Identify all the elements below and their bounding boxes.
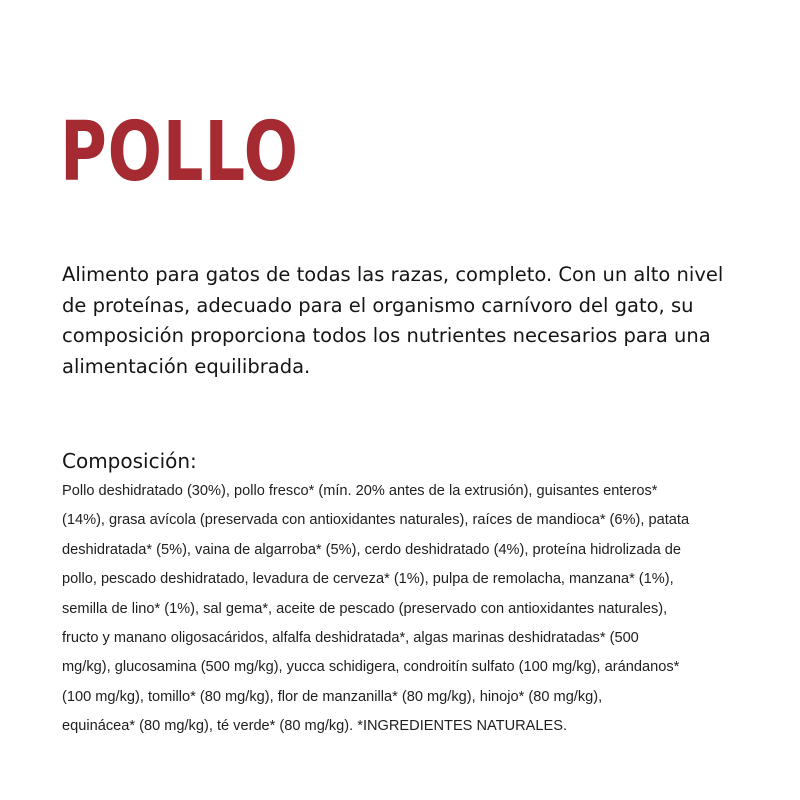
composition-line: mg/kg), glucosamina (500 mg/kg), yucca schidigera, condroitín sulfato (100 mg/kg), arándanos* [62,659,680,676]
composition-line: semilla de lino* (1%), sal gema*, aceite de pescado (preservado con antioxidantes naturales), [62,600,668,617]
composition-line: equinácea* (80 mg/kg), té verde* (80 mg/kg). *INGREDIENTES NATURALES. [62,718,568,735]
product-description: Alimento para gatos de todas las razas, completo. Con un alto nivel de proteínas, adecuado para el organismo carnívoro del gato, su composición proporciona todos los nutrientes necesarios para una alimentación equilibrada. [62,263,724,378]
composition-text [62,477,762,742]
composition-line: (14%), grasa avícola (preservada con antioxidantes naturales), raíces de mandioca* (6%), patata [62,512,690,529]
composition-line: fructo y manano oligosacáridos, alfalfa deshidratada*, algas marinas deshidratadas* (500 [62,630,639,647]
composition-line: pollo, pescado deshidratado, levadura de cerveza* (1%), pulpa de remolacha, manzana* (1%), [62,571,674,588]
composition-line: Pollo deshidratado (30%), pollo fresco* (mín. 20% antes de la extrusión), guisantes enteros* [62,483,658,499]
composition-line: (100 mg/kg), tomillo* (80 mg/kg), flor de manzanilla* (80 mg/kg), hinojo* (80 mg/kg), [62,688,603,705]
composition-heading: Composición: [62,449,197,473]
page-title: POLLO [60,105,299,200]
composition-line: deshidratada* (5%), vaina de algarroba* (5%), cerdo deshidratado (4%), proteína hidrolizada de [62,541,681,558]
